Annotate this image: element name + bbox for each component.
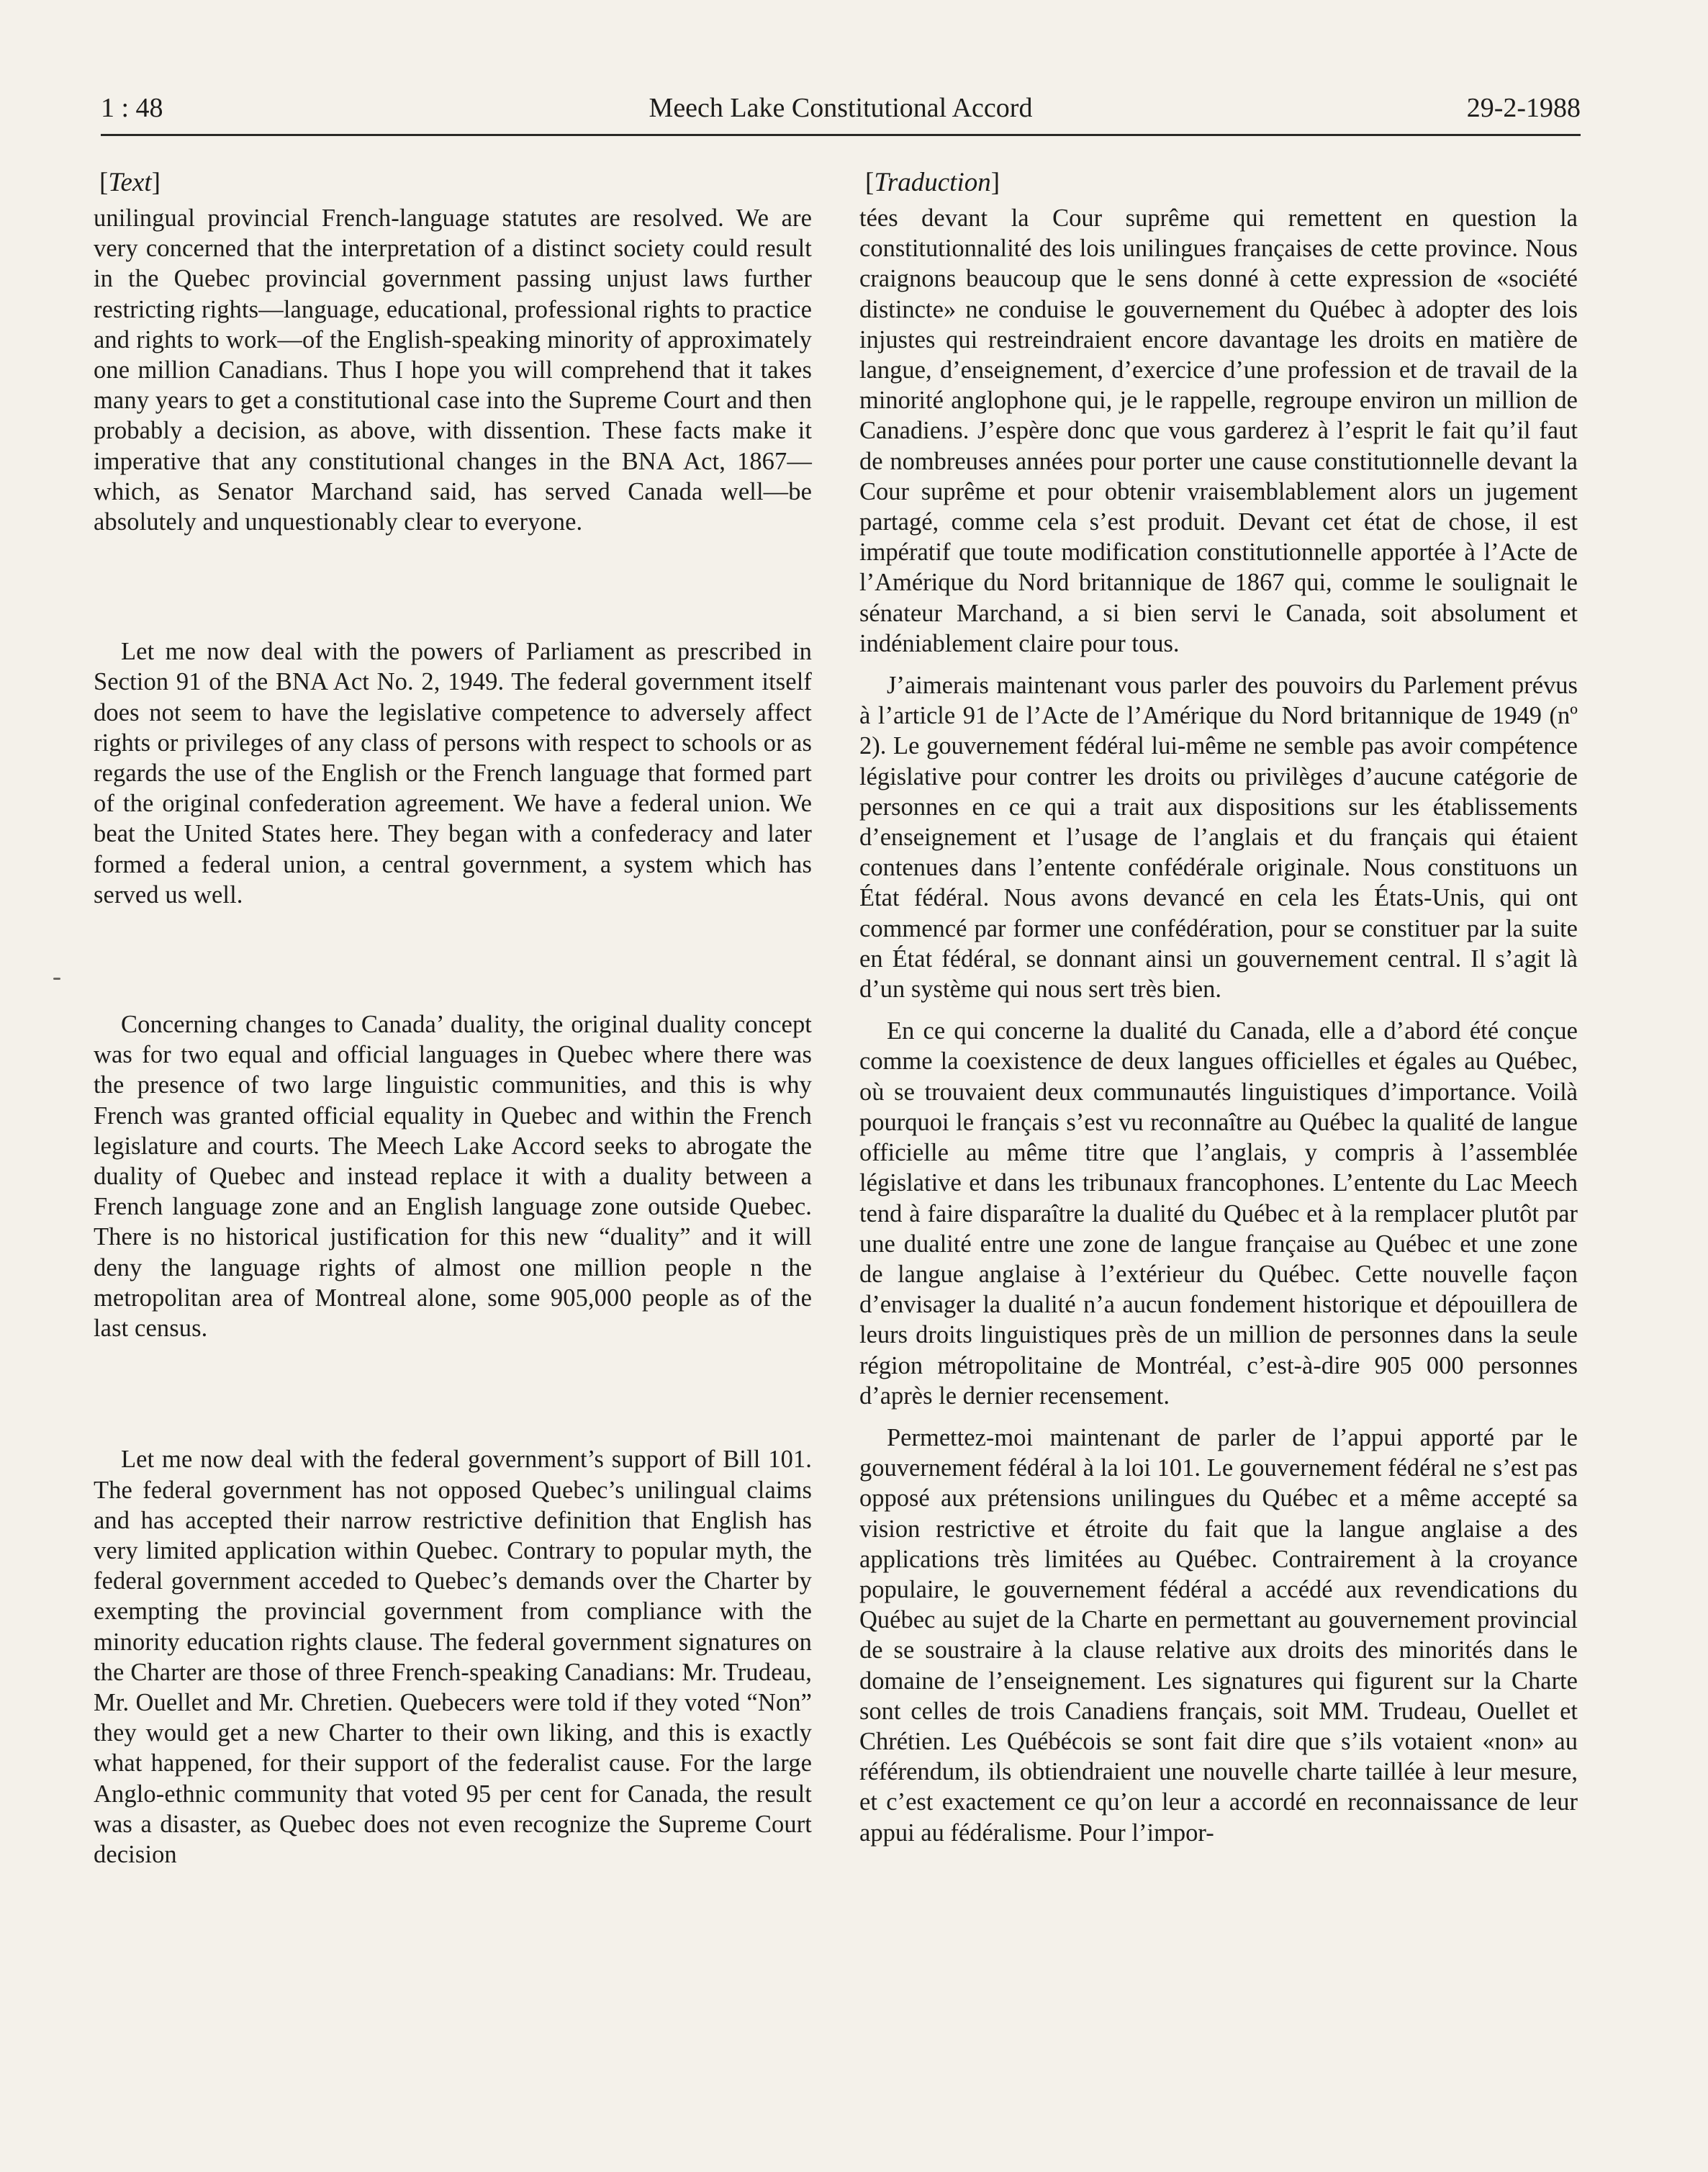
french-label-text: Traduction [874,168,991,197]
french-column [859,167,1578,1848]
english-paragraph-2: Let me now deal with the powers of Parliament as prescribed in Section 91 of the BNA Act No. 2, 1949. The federal government itself does not seem to have the legislative competence to adversely affect rights or privileges of any class of persons with respect to schools or as regards the use of the English or the French language that formed part of the original confederation agreement. We have a federal union. We beat the United States here. They began with a confederacy and later formed a federal union, a central government, a system which has served us well. [94,638,812,909]
english-paragraph-3: Concerning changes to Canada’ duality, the original duality concept was for two equal and official languages in Quebec where there was the presence of two large linguistic communities, and this is why French was granted official equality in Quebec and within the French legislature and courts. The Meech Lake Accord seeks to abrogate the duality of Quebec and instead replace it with a duality between a French language zone and an English language zone outside Quebec. There is no historical justification for this new “duality” and it will deny the language rights of almost one million people n the metropolitan area of Montreal alone, some 905,000 people as of the last census. [94,1011,812,1343]
english-label-text: Text [108,168,152,197]
french-paragraph-1: tées devant la Cour suprême qui remettent en question la constitutionnalité des lois unilingues françaises de cette province. Nous craignons beaucoup que le sens donné à cette expression de «société distincte» ne conduise le gouvernement du Québec à adopter des lois injustes qui restreindraient encore davantage les droits en matière de langue, d’enseignement, d’exercice d’une profession et de travail de la minorité anglophone qui, je le rappelle, regroupe environ un million de Canadiens. J’espère donc que vous garderez à l’esprit le fait qu’il faut de nombreuses années pour porter une cause constitutionnelle devant la Cour suprême et pour obtenir vraisemblablement alors un jugement partagé, comme cela s’est produit. Devant cet état de chose, il est impératif que toute modification constitutionnelle apportée à l’Acte de l’Amérique du Nord britannique de 1867 qui, comme le soulignait le sénateur Marchand, a si bien servi le Canada, soit absolument et indéniablement claire pour tous. [859,204,1578,657]
scan-speck [53,978,60,980]
document-date: 29-2-1988 [1466,93,1581,123]
page-header [101,85,1581,136]
document-title: Meech Lake Constitutional Accord [649,93,1033,123]
page-number: 1 : 48 [101,93,163,123]
english-paragraph-1: unilingual provincial French-language statutes are resolved. We are very concerned that the interpretation of a distinct society could result in the Quebec provincial government passing unjust laws further restricting rights—language, educational, professional rights to practice and rights to work—of the English-speaking minority of approximately one million Canadians. Thus I hope you will comprehend that it takes many years to get a constitutional case into the Supreme Court and then probably a decision, as above, with dissention. These facts make it imperative that any constitutional changes in the BNA Act, 1867—which, as Senator Marchand said, has served Canada well—be absolutely and unquestionably clear to everyone. [94,204,812,536]
french-paragraph-4: Permettez-moi maintenant de parler de l’appui apporté par le gouvernement fédéral à la loi 101. Le gouvernement fédéral ne s’est pas opposé aux prétensions unilingues du Québec et a même accepté sa vision restrictive et étroite du fait que la langue anglaise a des applications très limitées au Québec. Contrairement à la croyance populaire, le gouvernement fédéral a accédé aux revendications du Québec au sujet de la Charte en permettant au gouvernement provincial de se soustraire à la clause relative aux droits des minorités dans le domaine de l’enseignement. Les signatures qui figurent sur la Charte sont celles de trois Canadiens français, soit MM. Trudeau, Ouellet et Chrétien. Les Québécois se sont fait dire que s’ils votaient «non» au référendum, ils obtiendraient une nouvelle charte taillée à leur mesure, et c’est exactement ce qu’on leur a accordé en reconnaissance de leur appui au fédéralisme. Pour l’impor- [859,1423,1578,1847]
french-paragraph-2: J’aimerais maintenant vous parler des pouvoirs du Parlement prévus à l’article 91 de l’Acte de l’Amérique du Nord britannique de 1949 (nº 2). Le gouvernement fédéral lui-même ne semble pas avoir compétence législative pour contrer les droits ou privilèges d’aucune catégorie de personnes en ce qui a trait aux dispositions sur les établissements d’enseignement et l’usage de l’anglais et du français qui étaient contenues dans l’entente confédérale originale. Nous constituons un État fédéral. Nous avons devancé en cela les États-Unis, qui ont commencé par former une confédération, pour se constituer par la suite en État fédéral, se donnant ainsi un gouvernement central. Il s’agit là d’un système qui nous sert très bien. [859,672,1578,1004]
english-column [94,167,812,1870]
english-column-label: [Text] [99,168,161,197]
french-paragraph-3: En ce qui concerne la dualité du Canada, elle a d’abord été conçue comme la coexistence de deux langues officielles et égales au Québec, où se trouvaient deux communautés linguistiques d’importance. Voilà pourquoi le français s’est vu reconnaître au Québec la qualité de langue officielle au même titre que l’anglais, y compris à l’assemblée législative et dans les tribunaux francophones. L’entente du Lac Meech tend à faire disparaître la dualité du Québec et à la remplacer plutôt par une dualité entre une zone de langue française au Québec et une zone de langue anglaise à l’extérieur du Québec. Cette nouvelle façon d’envisager la dualité n’a aucun fondement historique et dépouillera de leurs droits linguistiques près de un million de personnes dans la seule région métropolitaine de Montréal, c’est-à-dire 905 000 personnes d’après le dernier recensement. [859,1017,1578,1410]
french-column-label: [Traduction] [865,168,1000,197]
english-paragraph-4: Let me now deal with the federal government’s support of Bill 101. The federal government has not opposed Quebec’s unilingual claims and has accepted their narrow restrictive definition that English has very limited application within Quebec. Contrary to popular myth, the federal government acceded to Quebec’s demands over the Charter by exempting the provincial government from compliance with the minority education rights clause. The federal government signatures on the Charter are those of three French-speaking Canadians: Mr. Trudeau, Mr. Ouellet and Mr. Chretien. Quebecers were told if they voted “Non” they would get a new Charter to their own liking, and this is exactly what happened, for their support of the federalist cause. For the large Anglo-ethnic community that voted 95 per cent for Canada, the result was a disaster, as Quebec does not even recognize the Supreme Court decision [94,1446,812,1868]
